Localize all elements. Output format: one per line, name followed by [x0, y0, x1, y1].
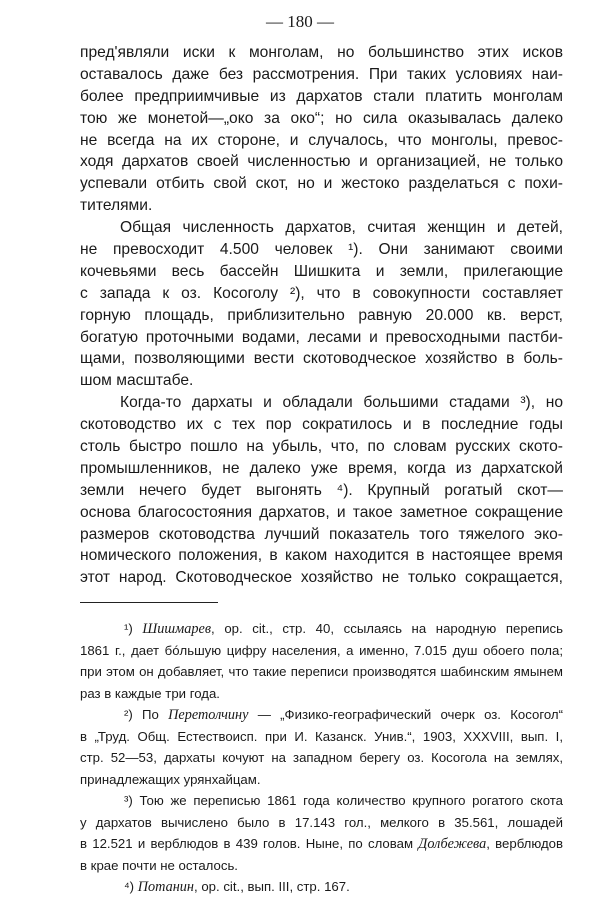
body-text-line: [80, 283, 563, 305]
body-text-line: [80, 348, 563, 370]
text-segment: промышленников, не далеко уже время, когда из дархатской: [80, 459, 563, 477]
body-text-line: [80, 370, 563, 392]
text-segment: оставалось даже без рассмотрения. При таких условиях наи-: [80, 65, 563, 83]
text-segment: пред'являли иски к монголам, но большинство этих исков: [80, 44, 563, 61]
footnote-line: [80, 618, 563, 640]
text-segment: основа благосостояния дархатов, и такое заметное сокращение: [80, 503, 563, 521]
footnote-line: [80, 683, 563, 705]
body-text-line: [80, 173, 563, 195]
text-segment: размеров скотоводства лучший показатель того тяжелого эко-: [80, 525, 563, 543]
text-segment: этот народ. Скотоводческое хозяйство не только сокращается,: [80, 569, 563, 587]
body-text-line: [80, 414, 563, 436]
body-text-line: [80, 86, 563, 108]
author-name: Потанин: [137, 879, 195, 895]
body-text-line: [80, 392, 563, 414]
text-segment: более предприимчивые из дархатов стали платить монголам: [80, 87, 563, 105]
footnote-line: [80, 661, 563, 683]
text-segment: — „Физико-географический очерк оз. Косогол“: [248, 707, 563, 722]
text-segment: , op. cit., стр. 40, ссылаясь на народную перепись: [211, 621, 564, 636]
text-segment: у дархатов вычислено было в 17.143 гол., мелкого в 35.561, лошадей: [80, 814, 563, 830]
text-segment: скотоводство их с тех пор сократилось и в последние годы: [80, 416, 563, 434]
footnotes: [80, 618, 563, 898]
text-segment: , op. cit., вып. III, стр. 167.: [194, 879, 350, 894]
body-text-line: [80, 64, 563, 86]
footnote-line: [80, 747, 563, 769]
body-text-line: [80, 327, 563, 349]
text-segment: горную площадь, приблизительно равную 20.000 кв. верст,: [80, 306, 563, 324]
text-segment: богатую проточными водами, лесами и превосходными пастби-: [80, 328, 563, 346]
footnote-line: [80, 812, 563, 834]
text-segment: ¹): [124, 621, 143, 636]
text-segment: успевали отбить свой скот, но и жестоко разделаться с похи-: [80, 175, 563, 193]
text-segment: в „Труд. Общ. Естествоисп. при И. Казанск. Унив.“, 1903, XXXVIII, вып. I,: [80, 728, 563, 744]
text-segment: ²) По: [124, 707, 169, 722]
text-segment: раз в каждые три года.: [80, 685, 220, 701]
page-number: — 180 —: [266, 12, 334, 31]
body-text-line: [80, 436, 563, 458]
footnote-line: [80, 790, 563, 812]
text-segment: , верблюдов: [486, 836, 563, 851]
author-name: Перетолчину: [168, 707, 249, 723]
body-text-line: [80, 458, 563, 480]
text-segment: стр. 52—53, дархаты кочуют на западном берегу оз. Косогола на землях,: [80, 750, 563, 765]
footnote-line: [80, 833, 563, 855]
body-text-line: [80, 130, 563, 152]
text-segment: в крае почти не осталось.: [80, 857, 238, 873]
body-text-line: [80, 239, 563, 261]
body-text-line: [80, 151, 563, 173]
footnote-line: [80, 704, 563, 726]
text-segment: земли нечего будет выгонять ⁴). Крупный рогатый скот—: [80, 481, 563, 499]
body-text-line: [80, 261, 563, 283]
text-segment: кочевьями весь бассейн Шишкита и земли, прилегающие: [80, 262, 563, 280]
author-name: Долбежева: [418, 836, 487, 852]
text-segment: ⁴): [124, 879, 138, 894]
text-segment: номического положения, в каком находится в настоящее время: [80, 547, 563, 565]
footnote-divider: [80, 602, 218, 603]
text-segment: в 12.521 и верблюдов в 439 голов. Ныне, по словам: [80, 836, 419, 851]
main-text: [80, 42, 563, 589]
body-text-line: [80, 195, 563, 217]
text-segment: ходя дархатов своей численностью и организацией, не только: [80, 153, 563, 171]
body-text-line: [80, 524, 563, 546]
text-segment: тою же монетой—„око за око“; но сила оказывалась далеко: [80, 109, 563, 127]
body-text-line: [80, 42, 563, 64]
text-segment: тителями.: [80, 197, 153, 215]
author-name: Шишмарев: [142, 621, 212, 637]
body-text-line: [80, 502, 563, 524]
body-text-line: [80, 480, 563, 502]
text-segment: шом масштабе.: [80, 372, 194, 390]
text-segment: с запада к оз. Косоголу ²), что в совокупности составляет: [80, 284, 563, 302]
text-segment: ³) Тою же переписью 1861 года количество крупного рогатого скота: [124, 793, 563, 808]
body-text-line: [80, 108, 563, 130]
footnote-line: [80, 769, 563, 791]
text-segment: не всегда на их стороне, и случалось, что монголы, превос-: [80, 131, 563, 149]
body-text-line: [80, 545, 563, 567]
text-segment: щами, позволяющими вести скотоводческое хозяйство в боль-: [80, 350, 563, 368]
text-segment: не превосходит 4.500 человек ¹). Они занимают своими: [80, 241, 563, 259]
text-segment: при этом он добавляет, что такие переписи производятся шабинским ямынем: [80, 664, 563, 679]
text-segment: столь быстро пошло на убыль, что, по словам русских ското-: [80, 438, 563, 456]
text-segment: Когда-то дархаты и обладали большими стадами ³), но: [120, 394, 563, 412]
text-segment: принадлежащих урянхайцам.: [80, 771, 261, 787]
footnote-line: [80, 876, 563, 898]
text-segment: 1861 г., дает бóльшую цифру населения, а именно, 7.015 душ обоего пола;: [80, 642, 563, 658]
footnote-line: [80, 855, 563, 877]
body-text-line: [80, 567, 563, 589]
body-text-line: [80, 305, 563, 327]
footnote-line: [80, 640, 563, 662]
body-text-line: [80, 217, 563, 239]
footnote-line: [80, 726, 563, 748]
text-segment: Общая численность дархатов, считая женщин и детей,: [120, 219, 563, 237]
